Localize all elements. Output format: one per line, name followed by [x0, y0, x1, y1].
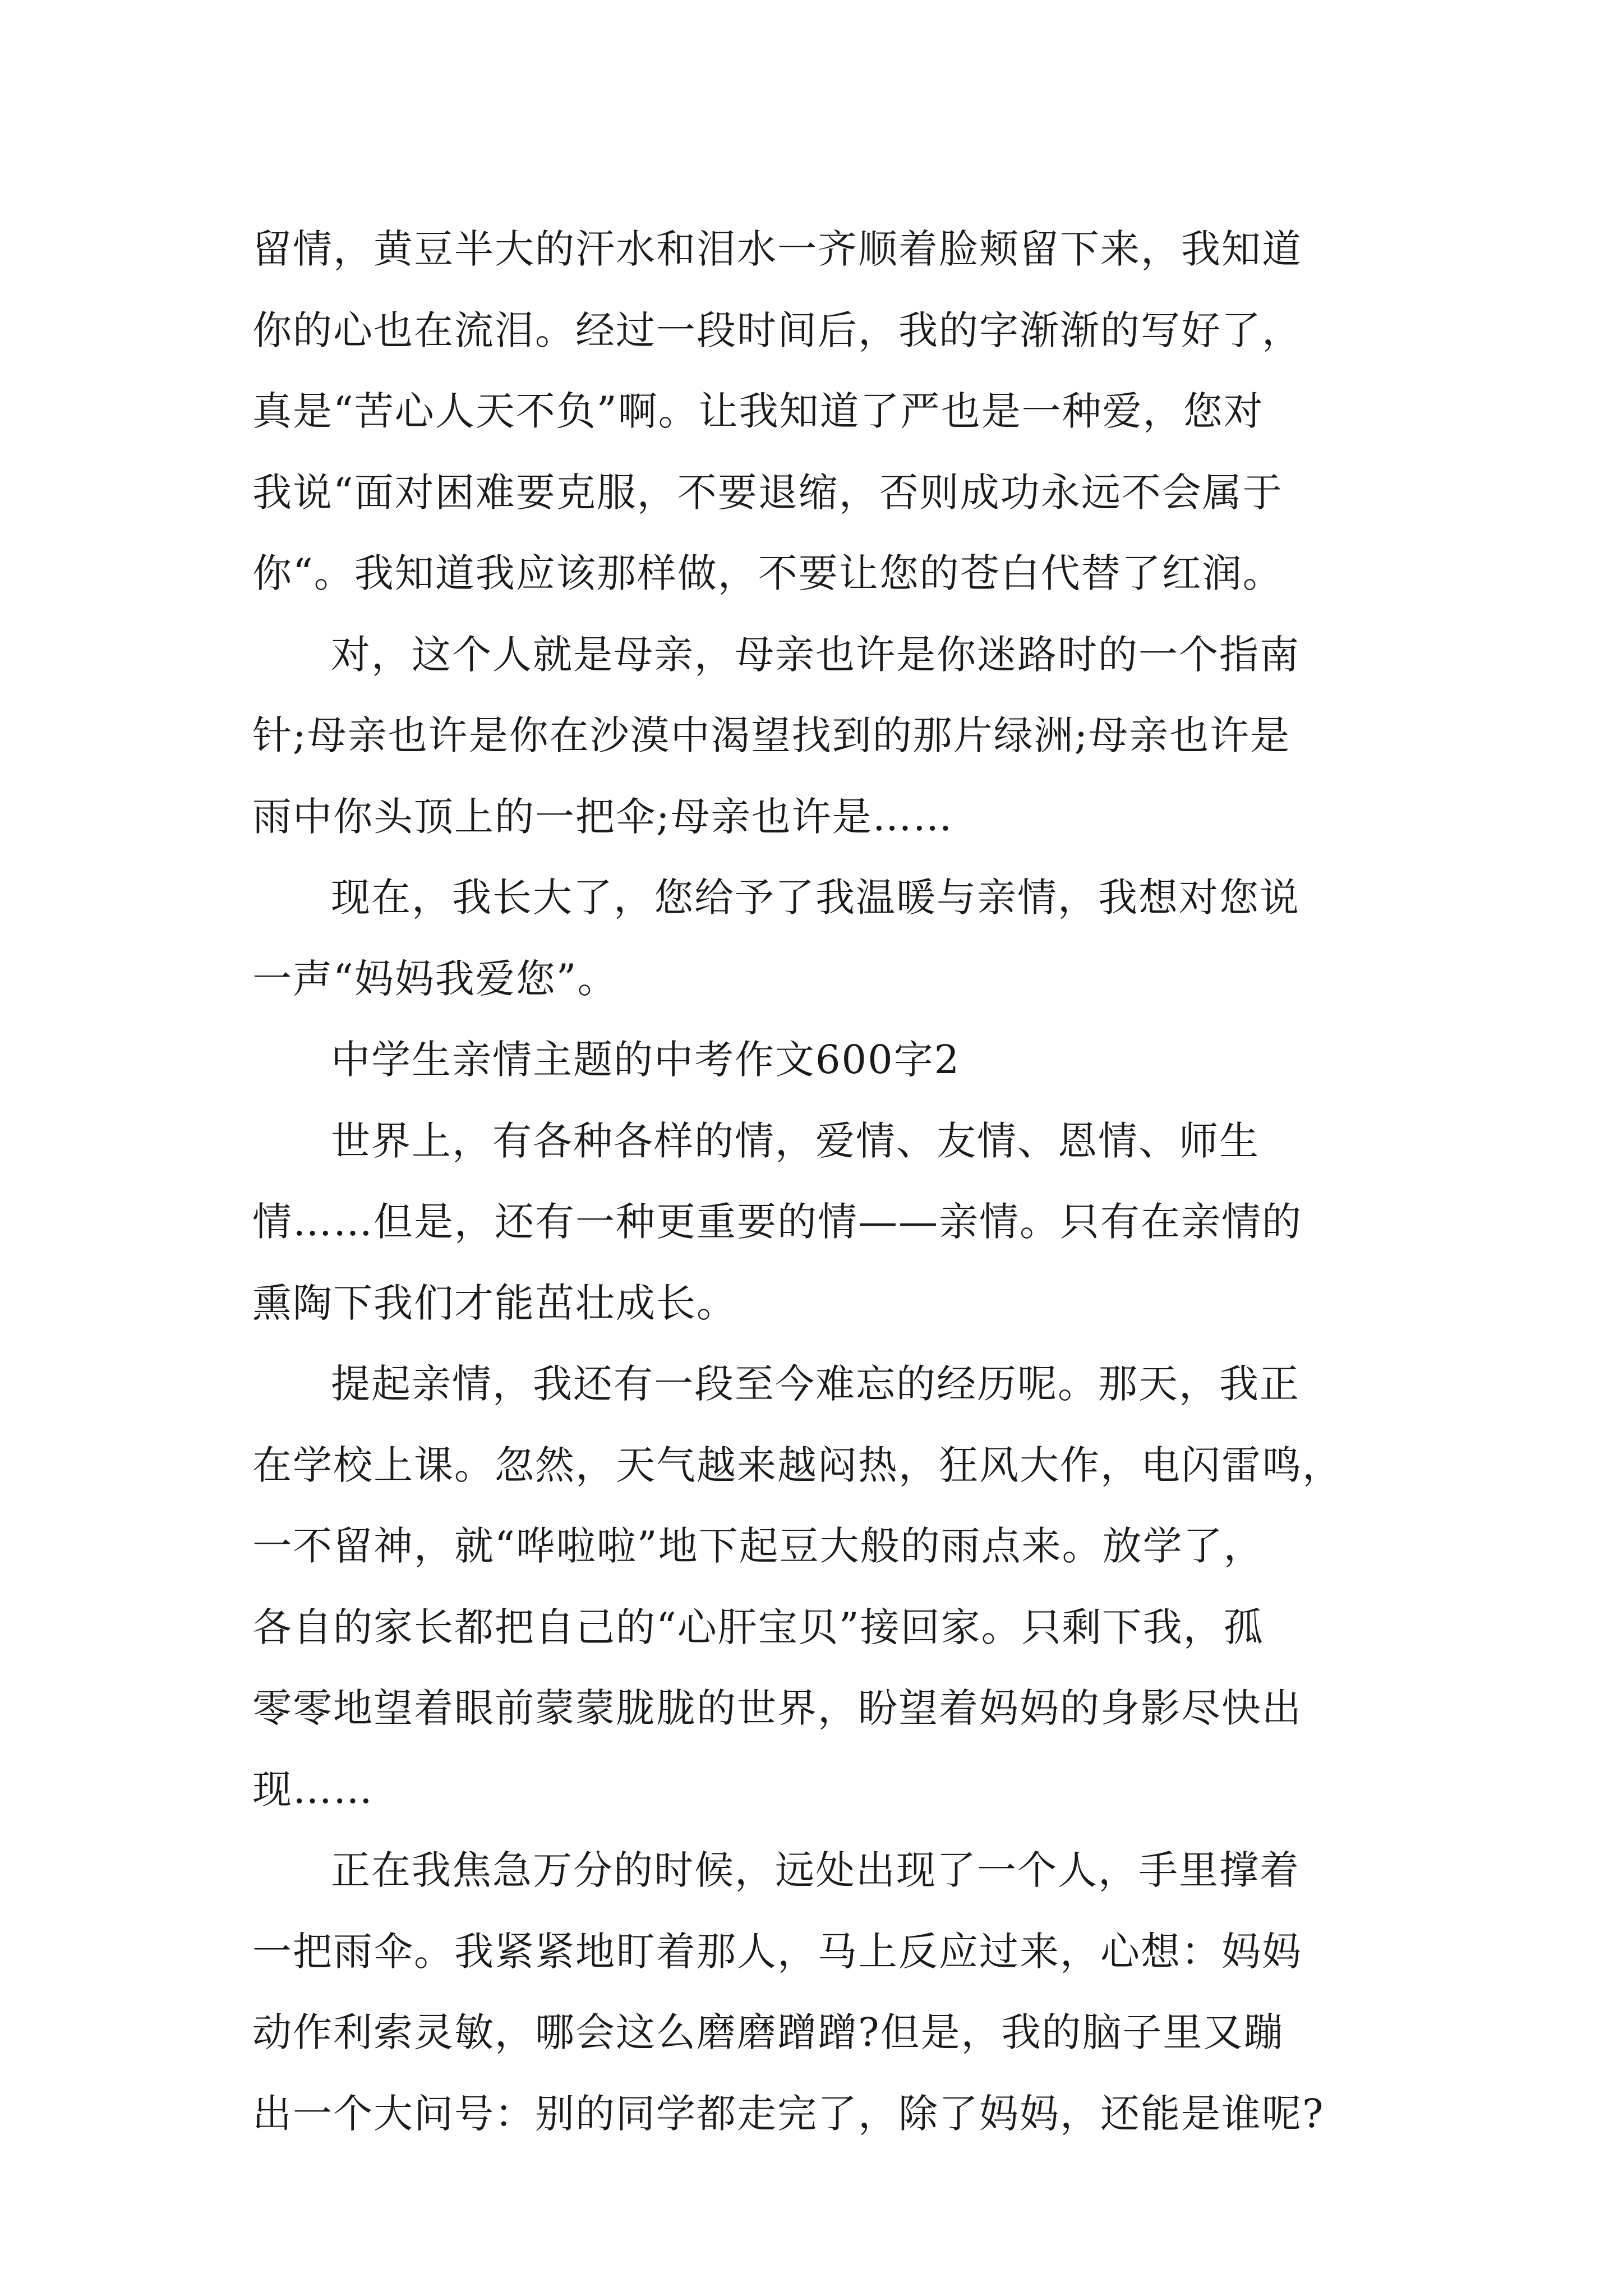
paragraph-start-line: 对，这个人就是母亲，母亲也许是你迷路时的一个指南 — [331, 631, 1300, 678]
section-heading: 中学生亲情主题的中考作文600字2 — [331, 1037, 961, 1083]
text-line: 熏陶下我们才能茁壮成长。 — [252, 1280, 737, 1326]
text-line: 在学校上课。忽然，天气越来越闷热，狂风大作，电闪雷鸣， — [252, 1442, 1343, 1488]
paragraph-start-line: 现在，我长大了，您给予了我温暖与亲情，我想对您说 — [331, 875, 1300, 921]
text-line: 现…… — [252, 1766, 374, 1812]
text-line: 针;母亲也许是你在沙漠中渴望找到的那片绿洲;母亲也许是 — [252, 712, 1291, 758]
text-line: 真是“苦心人天不负”啊。让我知道了严也是一种爱，您对 — [252, 388, 1264, 434]
text-line: 一把雨伞。我紧紧地盯着那人，马上反应过来，心想：妈妈 — [252, 1928, 1302, 1975]
text-line: 动作利索灵敏，哪会这么磨磨蹭蹭?但是，我的脑子里又蹦 — [252, 2009, 1284, 2055]
document-body — [252, 209, 1380, 2154]
text-line: 一声“妈妈我爱您”。 — [252, 955, 618, 1002]
text-line: 情……但是，还有一种更重要的情——亲情。只有在亲情的 — [252, 1199, 1302, 1245]
text-line: 你“。我知道我应该那样做，不要让您的苍白代替了红润。 — [252, 550, 1283, 596]
text-line: 你的心也在流泪。经过一段时间后，我的字渐渐的写好了， — [252, 307, 1302, 353]
text-line: 各自的家长都把自己的“心肝宝贝”接回家。只剩下我，孤 — [252, 1604, 1264, 1650]
text-line: 出一个大问号：别的同学都走完了，除了妈妈，还能是谁呢? — [252, 2090, 1325, 2137]
text-line: 雨中你头顶上的一把伞;母亲也许是…… — [252, 793, 953, 840]
paragraph-start-line: 提起亲情，我还有一段至今难忘的经历呢。那天，我正 — [331, 1361, 1300, 1407]
text-line: 零零地望着眼前蒙蒙胧胧的世界，盼望着妈妈的身影尽快出 — [252, 1685, 1302, 1731]
paragraph-start-line: 世界上，有各种各样的情，爱情、友情、恩情、师生 — [331, 1117, 1260, 1164]
paragraph-start-line: 正在我焦急万分的时候，远处出现了一个人，手里撑着 — [331, 1847, 1300, 1893]
text-line: 我说“面对困难要克服，不要退缩，否则成功永远不会属于 — [252, 469, 1283, 516]
text-line: 留情，黄豆半大的汗水和泪水一齐顺着脸颊留下来，我知道 — [252, 226, 1302, 272]
text-line: 一不留神，就“哗啦啦”地下起豆大般的雨点来。放学了， — [252, 1523, 1264, 1569]
